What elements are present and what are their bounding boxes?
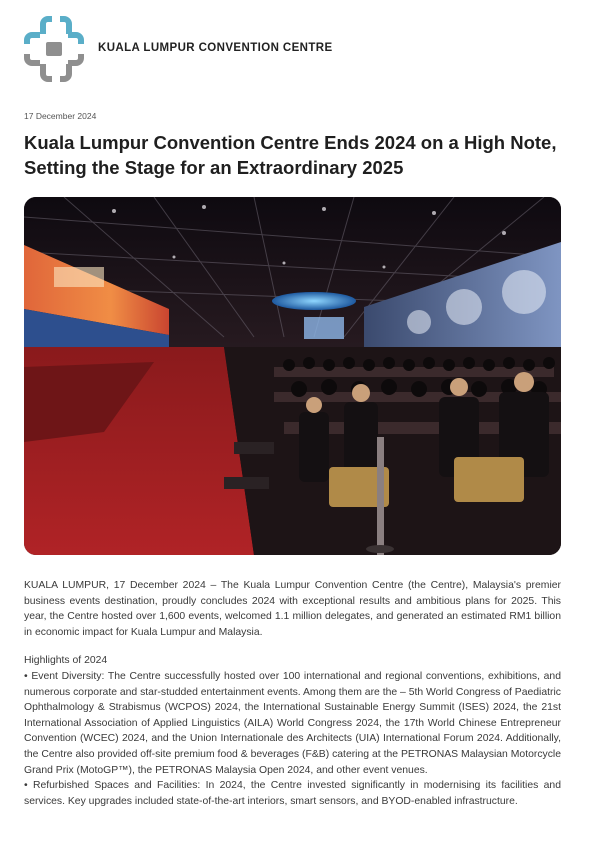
- article-body: [24, 578, 561, 809]
- bullet-item: • Refurbished Spaces and Facilities: In 2024, the Centre invested significantly in modernising its facilities and services. Key upgrades included state-of-the-art interiors, smart sensors, and BYOD-enabled infrastructure.: [24, 780, 561, 807]
- section-heading: Highlights of 2024: [24, 655, 108, 667]
- kl-convention-centre-logo: [24, 14, 84, 84]
- bullet-item: • Event Diversity: The Centre successfully hosted over 100 international and regional conventions, exhibitions, and numerous corporate and star-studded entertainment events. Among them are the – 5th World Congress of Paediatric Ophthalmology & Strabismus (WCPOS) 2024, the International Sustainable Energy Summit (ISES) 2024, the 21st International Association of Applied Linguistics (AILA) World Congress 2024, the 17th World Chinese Entrepreneur Convention (WCEC) 2024, and the Union Internationale des Architects (UIA) International Forum 2024. Additionally, the Centre also provided off-site premium food & beverages (F&B) catering at the PETRONAS Malaysian Motorcycle Grand Prix (MotoGP™), the PETRONAS Malaysia Open 2024, and other event venues.: [24, 670, 561, 776]
- convention-hall-photo: [24, 197, 561, 555]
- org-name: KUALA LUMPUR CONVENTION CENTRE: [98, 42, 333, 54]
- page-header: [24, 14, 576, 84]
- article-date: 17 December 2024: [24, 111, 97, 121]
- article-lead-paragraph: KUALA LUMPUR, 17 December 2024 – The Kuala Lumpur Convention Centre (the Centre), Malaysia's premier business events destination, proudly concludes 2024 with exceptional results and ambitious plans for 2025. This year, the Centre hosted over 1,600 events, welcomed 1.1 million delegates, and generated an estimated RM1 billion in economic impact for Kuala Lumpur and Malaysia.: [24, 580, 561, 638]
- article-title: Kuala Lumpur Convention Centre Ends 2024 on a High Note, Setting the Stage for an Extraordinary 2025: [24, 132, 557, 178]
